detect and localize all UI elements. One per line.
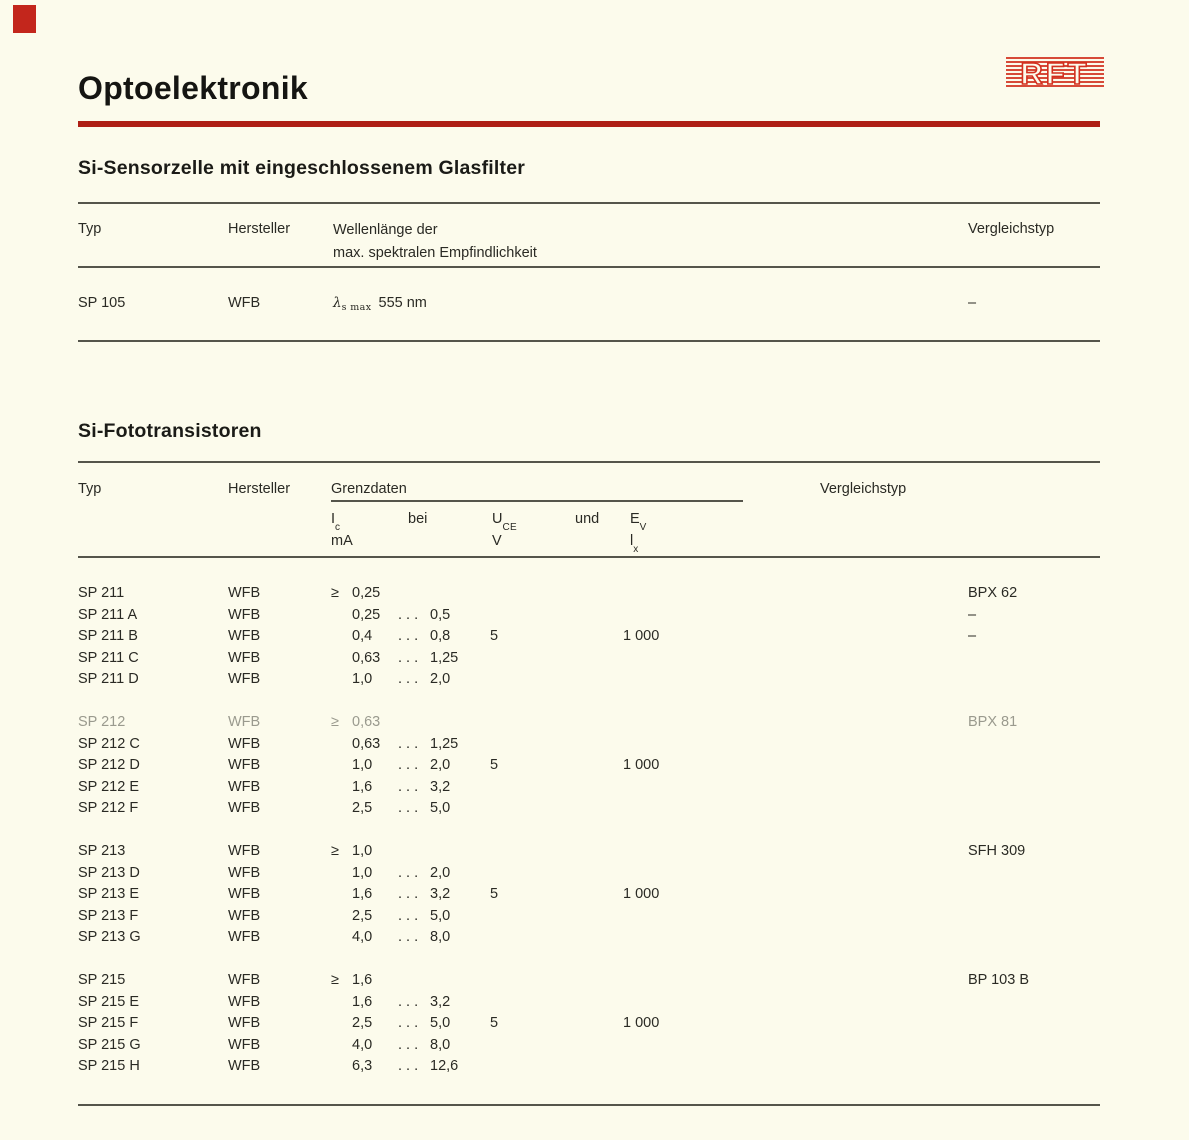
- cell-min: 0,63: [352, 649, 381, 666]
- wellenlaenge-line2: max. spektralen Empfindlichkeit: [333, 245, 537, 261]
- cell-typ: SP 212 F: [78, 800, 139, 816]
- cell-typ: SP 215 E: [78, 993, 140, 1010]
- table2-subheader-symbols: [78, 509, 1100, 531]
- cell-spacer: [688, 970, 968, 992]
- ev-subscript: V: [639, 521, 647, 533]
- cell-typ: SP 213 F: [78, 907, 139, 924]
- cell-sep: . . .: [398, 606, 419, 623]
- cell-typ: SP 213: [78, 843, 126, 859]
- cell-typ: SP 215 F: [78, 1015, 139, 1031]
- cell-min: 1,0: [352, 757, 373, 773]
- row-group: [78, 841, 1100, 949]
- cell-hersteller: WFB: [228, 628, 261, 644]
- cell-hersteller: WFB: [228, 606, 261, 623]
- cell-sep: . . .: [398, 757, 419, 773]
- cell-vgl: BPX 81: [968, 714, 1018, 730]
- cell-vgl: [968, 927, 1100, 949]
- cell-min: 6,3: [352, 1058, 373, 1074]
- cell-vgl: [968, 1013, 1100, 1035]
- cell-typ: SP 212 D: [78, 757, 140, 773]
- cell-prefix: [331, 1035, 352, 1057]
- cell-typ: SP 212 C: [78, 735, 140, 752]
- cell-uce: [490, 927, 623, 949]
- cell-sep: . . .: [398, 735, 419, 752]
- cell-hersteller: WFB: [228, 864, 261, 881]
- table-row: [78, 970, 1100, 992]
- row-group: [78, 583, 1100, 691]
- cell-vgl: [968, 755, 1100, 777]
- cell-uce: [490, 841, 623, 863]
- cell-spacer: [688, 712, 968, 734]
- cell-prefix: [331, 906, 352, 928]
- cell-uce: [490, 798, 623, 820]
- cell-max: [430, 712, 490, 734]
- cell-prefix: [331, 777, 352, 799]
- cell-typ: SP 213 G: [78, 929, 141, 945]
- ic-symbol: [331, 509, 408, 531]
- cell-wellenlaenge: [333, 293, 968, 316]
- cell-sep: . . .: [398, 907, 419, 924]
- cell-hersteller: WFB: [228, 757, 261, 773]
- ev-unit: [630, 531, 639, 553]
- cell-prefix: [331, 669, 352, 691]
- bei-label: bei: [408, 511, 428, 527]
- table1-header-hersteller: Hersteller: [228, 221, 291, 237]
- cell-min: 1,6: [352, 972, 373, 988]
- cell-typ: SP 213 E: [78, 886, 140, 902]
- table1-header-vergleichstyp: Vergleichstyp: [968, 221, 1055, 237]
- cell-uce: [490, 734, 623, 756]
- cell-ev: 1 000: [623, 757, 660, 773]
- table-row: [78, 605, 1100, 627]
- subheader-indent: [78, 509, 331, 531]
- cell-spacer: [688, 906, 968, 928]
- table-row: [78, 927, 1100, 949]
- cell-min: 0,4: [352, 628, 373, 644]
- table2-header-row: [78, 479, 1100, 501]
- cell-min: 0,63: [352, 735, 381, 752]
- cell-typ: SP 212 E: [78, 778, 140, 795]
- cell-vgl: [968, 648, 1100, 670]
- cell-max: 2,0: [430, 864, 451, 881]
- cell-ev: [623, 927, 688, 949]
- cell-sep: [398, 841, 430, 863]
- cell-sep: . . .: [398, 778, 419, 795]
- cell-prefix: ≥: [331, 843, 339, 859]
- cell-hersteller: WFB: [228, 886, 261, 902]
- cell-ev: [623, 906, 688, 928]
- cell-max: [430, 583, 490, 605]
- row-group: [78, 970, 1100, 1078]
- table-row: [78, 648, 1100, 670]
- table1-mid-rule: [78, 266, 1100, 268]
- cell-min: 1,6: [352, 886, 373, 902]
- cell-vergleichstyp: –: [968, 295, 977, 311]
- cell-spacer: [688, 1035, 968, 1057]
- cell-prefix: ≥: [331, 972, 339, 988]
- table-row: [78, 1013, 1100, 1035]
- cell-max: 3,2: [430, 886, 451, 902]
- table-row: [78, 863, 1100, 885]
- cell-vgl: BPX 62: [968, 585, 1018, 601]
- cell-spacer: [688, 841, 968, 863]
- cell-sep: . . .: [398, 649, 419, 666]
- cell-typ: SP 211 D: [78, 671, 139, 687]
- cell-prefix: [331, 755, 352, 777]
- cell-uce: [490, 1056, 623, 1078]
- cell-vgl: [968, 669, 1100, 691]
- cell-sep: [398, 970, 430, 992]
- cell-typ: SP 105: [78, 295, 126, 311]
- cell-uce: [490, 712, 623, 734]
- cell-max: 0,8: [430, 628, 451, 644]
- cell-ev: [623, 841, 688, 863]
- cell-max: 8,0: [430, 929, 451, 945]
- cell-hersteller: WFB: [228, 929, 261, 945]
- cell-max: 3,2: [430, 993, 451, 1010]
- table-row: [78, 777, 1100, 799]
- t2-rows: [78, 583, 1100, 1099]
- cell-uce: [490, 970, 623, 992]
- cell-max: 2,0: [430, 671, 451, 687]
- cell-min: 2,5: [352, 800, 373, 816]
- cell-uce: [490, 669, 623, 691]
- table2-header-typ: Typ: [78, 481, 102, 497]
- cell-typ: SP 212: [78, 714, 126, 730]
- cell-vgl: [968, 906, 1100, 928]
- cell-hersteller: WFB: [228, 972, 261, 988]
- cell-uce: 5: [490, 886, 499, 902]
- table1-header-typ: Typ: [78, 221, 102, 237]
- subheader-indent: [78, 531, 331, 553]
- cell-ev: [623, 1035, 688, 1057]
- cell-prefix: ≥: [331, 714, 339, 730]
- cell-uce: [490, 777, 623, 799]
- cell-ev: [623, 583, 688, 605]
- table-row: [78, 626, 1100, 648]
- cell-hersteller: WFB: [228, 735, 261, 752]
- cell-sep: . . .: [398, 1036, 419, 1053]
- und-label: und: [575, 511, 600, 527]
- cell-sep: . . .: [398, 886, 419, 902]
- cell-prefix: [331, 734, 352, 756]
- cell-spacer: [688, 884, 968, 906]
- cell-uce: [490, 906, 623, 928]
- cell-ev: 1 000: [623, 1015, 660, 1031]
- cell-max: 3,2: [430, 778, 451, 795]
- cell-uce: [490, 1035, 623, 1057]
- wavelength-value: 555 nm: [378, 295, 427, 311]
- cell-max: [430, 841, 490, 863]
- cell-ev: [623, 863, 688, 885]
- cell-prefix: [331, 884, 352, 906]
- cell-hersteller: WFB: [228, 1036, 261, 1053]
- ic-unit: mA: [331, 533, 353, 549]
- table1-top-rule: [78, 202, 1100, 204]
- cell-vgl: BP 103 B: [968, 972, 1030, 988]
- table-row: [78, 712, 1100, 734]
- uce-letter: U: [492, 511, 503, 527]
- cell-ev: 1 000: [623, 886, 660, 902]
- cell-spacer: [688, 1013, 968, 1035]
- cell-sep: . . .: [398, 929, 419, 945]
- cell-typ: SP 211 C: [78, 649, 139, 666]
- wellenlaenge-line1: Wellenlänge der: [333, 222, 438, 238]
- table-row: [78, 583, 1100, 605]
- cell-ev: [623, 777, 688, 799]
- cell-max: 1,25: [430, 735, 459, 752]
- red-corner-mark: [13, 5, 36, 33]
- table2-subheader-units: [78, 531, 1100, 553]
- cell-typ: SP 211: [78, 585, 125, 601]
- table-row: [78, 884, 1100, 906]
- cell-min: 4,0: [352, 1036, 373, 1053]
- cell-uce: [490, 992, 623, 1014]
- ic-subscript: c: [335, 521, 341, 533]
- table2-header-vergleichstyp: Vergleichstyp: [820, 481, 907, 497]
- cell-vgl: [968, 1056, 1100, 1078]
- cell-max: 8,0: [430, 1036, 451, 1053]
- section2-heading: Si-Fototransistoren: [78, 420, 262, 442]
- cell-typ: SP 211 B: [78, 628, 138, 644]
- table-row: [78, 734, 1100, 756]
- cell-ev: [623, 734, 688, 756]
- cell-vgl: [968, 863, 1100, 885]
- cell-spacer: [688, 734, 968, 756]
- cell-uce: 5: [490, 628, 499, 644]
- table-row: [78, 841, 1100, 863]
- cell-spacer: [688, 992, 968, 1014]
- table-row: [78, 669, 1100, 691]
- row-group: [78, 712, 1100, 820]
- cell-prefix: [331, 992, 352, 1014]
- cell-spacer: [688, 583, 968, 605]
- cell-min: 0,63: [352, 714, 381, 730]
- cell-hersteller: WFB: [228, 1058, 261, 1074]
- cell-hersteller: WFB: [228, 1015, 261, 1031]
- table-row: [78, 798, 1100, 820]
- cell-sep: . . .: [398, 671, 419, 687]
- cell-prefix: ≥: [331, 585, 339, 601]
- cell-vgl: [968, 884, 1100, 906]
- cell-hersteller: WFB: [228, 585, 261, 601]
- cell-sep: [398, 583, 430, 605]
- cell-min: 1,0: [352, 864, 373, 881]
- cell-vgl: [968, 992, 1100, 1014]
- cell-spacer: [688, 927, 968, 949]
- cell-spacer: [688, 1056, 968, 1078]
- cell-uce: [490, 583, 623, 605]
- cell-typ: SP 213 D: [78, 864, 140, 881]
- cell-hersteller: WFB: [228, 800, 261, 816]
- cell-ev: 1 000: [623, 628, 660, 644]
- cell-spacer: [688, 669, 968, 691]
- ev-unit-subscript: x: [633, 543, 639, 555]
- grenzdaten-underline: [331, 500, 743, 502]
- cell-sep: [398, 712, 430, 734]
- cell-hersteller: WFB: [228, 671, 261, 687]
- rft-logo-graphic: [1006, 54, 1104, 92]
- table1-data-row: [78, 293, 1100, 316]
- table-row: [78, 906, 1100, 928]
- cell-prefix: [331, 626, 352, 648]
- cell-max: 1,25: [430, 649, 459, 666]
- cell-ev: [623, 1056, 688, 1078]
- cell-min: 1,0: [352, 843, 373, 859]
- uce-symbol: [492, 509, 575, 531]
- cell-vgl: –: [968, 628, 977, 644]
- cell-hersteller: WFB: [228, 907, 261, 924]
- logo-letters: RFT: [1020, 56, 1090, 91]
- cell-prefix: [331, 1056, 352, 1078]
- cell-typ: SP 215: [78, 972, 126, 988]
- section1-heading: Si-Sensorzelle mit eingeschlossenem Glasfilter: [78, 157, 526, 179]
- cell-min: 2,5: [352, 907, 373, 924]
- cell-sep: . . .: [398, 993, 419, 1010]
- cell-prefix: [331, 863, 352, 885]
- cell-ev: [623, 669, 688, 691]
- cell-max: 5,0: [430, 800, 451, 816]
- cell-typ: SP 215 H: [78, 1058, 140, 1074]
- cell-hersteller: WFB: [228, 649, 261, 666]
- lambda-symbol: λ: [333, 295, 342, 311]
- cell-spacer: [688, 605, 968, 627]
- cell-ev: [623, 648, 688, 670]
- cell-prefix: [331, 1013, 352, 1035]
- table-row: [78, 1056, 1100, 1078]
- table2-header-hersteller: Hersteller: [228, 481, 291, 497]
- cell-ev: [623, 798, 688, 820]
- table2-header-bottom-rule: [78, 556, 1100, 558]
- cell-hersteller: WFB: [228, 843, 261, 859]
- cell-max: 0,5: [430, 606, 451, 623]
- uce-subscript: CE: [502, 521, 517, 533]
- cell-hersteller: WFB: [228, 993, 261, 1010]
- cell-spacer: [688, 648, 968, 670]
- cell-spacer: [688, 798, 968, 820]
- cell-min: 0,25: [352, 606, 381, 623]
- cell-vgl: [968, 1035, 1100, 1057]
- cell-max: 2,0: [430, 757, 451, 773]
- table-row: [78, 992, 1100, 1014]
- title-accent-rule: [78, 121, 1100, 127]
- cell-min: 0,25: [352, 585, 381, 601]
- cell-max: 12,6: [430, 1058, 459, 1074]
- table2-header-grenzdaten: Grenzdaten: [331, 481, 407, 497]
- cell-ev: [623, 712, 688, 734]
- cell-uce: [490, 648, 623, 670]
- table2-top-rule: [78, 461, 1100, 463]
- cell-sep: . . .: [398, 864, 419, 881]
- cell-max: [430, 970, 490, 992]
- cell-spacer: [688, 777, 968, 799]
- rft-logo: [1006, 54, 1104, 92]
- ev-unit-letter: l: [630, 533, 634, 549]
- cell-vgl: [968, 777, 1100, 799]
- cell-vgl: –: [968, 606, 977, 623]
- cell-spacer: [688, 626, 968, 648]
- cell-uce: 5: [490, 757, 499, 773]
- cell-prefix: [331, 798, 352, 820]
- cell-spacer: [688, 755, 968, 777]
- cell-max: 5,0: [430, 907, 451, 924]
- cell-min: 1,6: [352, 778, 373, 795]
- cell-prefix: [331, 605, 352, 627]
- cell-min: 1,0: [352, 671, 373, 687]
- cell-ev: [623, 992, 688, 1014]
- table-row: [78, 1035, 1100, 1057]
- cell-uce: [490, 863, 623, 885]
- cell-prefix: [331, 927, 352, 949]
- cell-spacer: [688, 863, 968, 885]
- cell-min: 2,5: [352, 1015, 373, 1031]
- cell-min: 4,0: [352, 929, 373, 945]
- cell-max: 5,0: [430, 1015, 451, 1031]
- cell-hersteller: WFB: [228, 778, 261, 795]
- cell-sep: . . .: [398, 1058, 419, 1074]
- cell-vgl: [968, 734, 1100, 756]
- ic-letter: I: [331, 511, 336, 527]
- cell-uce: [490, 605, 623, 627]
- uce-unit: V: [492, 533, 502, 549]
- table2-bottom-rule: [78, 1104, 1100, 1106]
- ev-symbol: [630, 509, 647, 531]
- table1-header-row: [78, 219, 1100, 265]
- cell-typ: SP 211 A: [78, 606, 138, 623]
- cell-sep: . . .: [398, 800, 419, 816]
- cell-typ: SP 215 G: [78, 1036, 141, 1053]
- cell-ev: [623, 605, 688, 627]
- table-row: [78, 755, 1100, 777]
- cell-ev: [623, 970, 688, 992]
- cell-uce: 5: [490, 1015, 499, 1031]
- table1-header-wellenlaenge: [333, 219, 968, 265]
- lambda-subscript: s max: [341, 302, 372, 313]
- cell-hersteller: WFB: [228, 714, 261, 730]
- cell-hersteller: WFB: [228, 295, 261, 311]
- cell-vgl: [968, 798, 1100, 820]
- cell-min: 1,6: [352, 993, 373, 1010]
- ev-letter: E: [630, 511, 640, 527]
- page-title: Optoelektronik: [78, 70, 309, 106]
- cell-prefix: [331, 648, 352, 670]
- cell-sep: . . .: [398, 1015, 419, 1031]
- table1-bottom-rule: [78, 340, 1100, 342]
- cell-sep: . . .: [398, 628, 419, 644]
- cell-vgl: SFH 309: [968, 843, 1026, 859]
